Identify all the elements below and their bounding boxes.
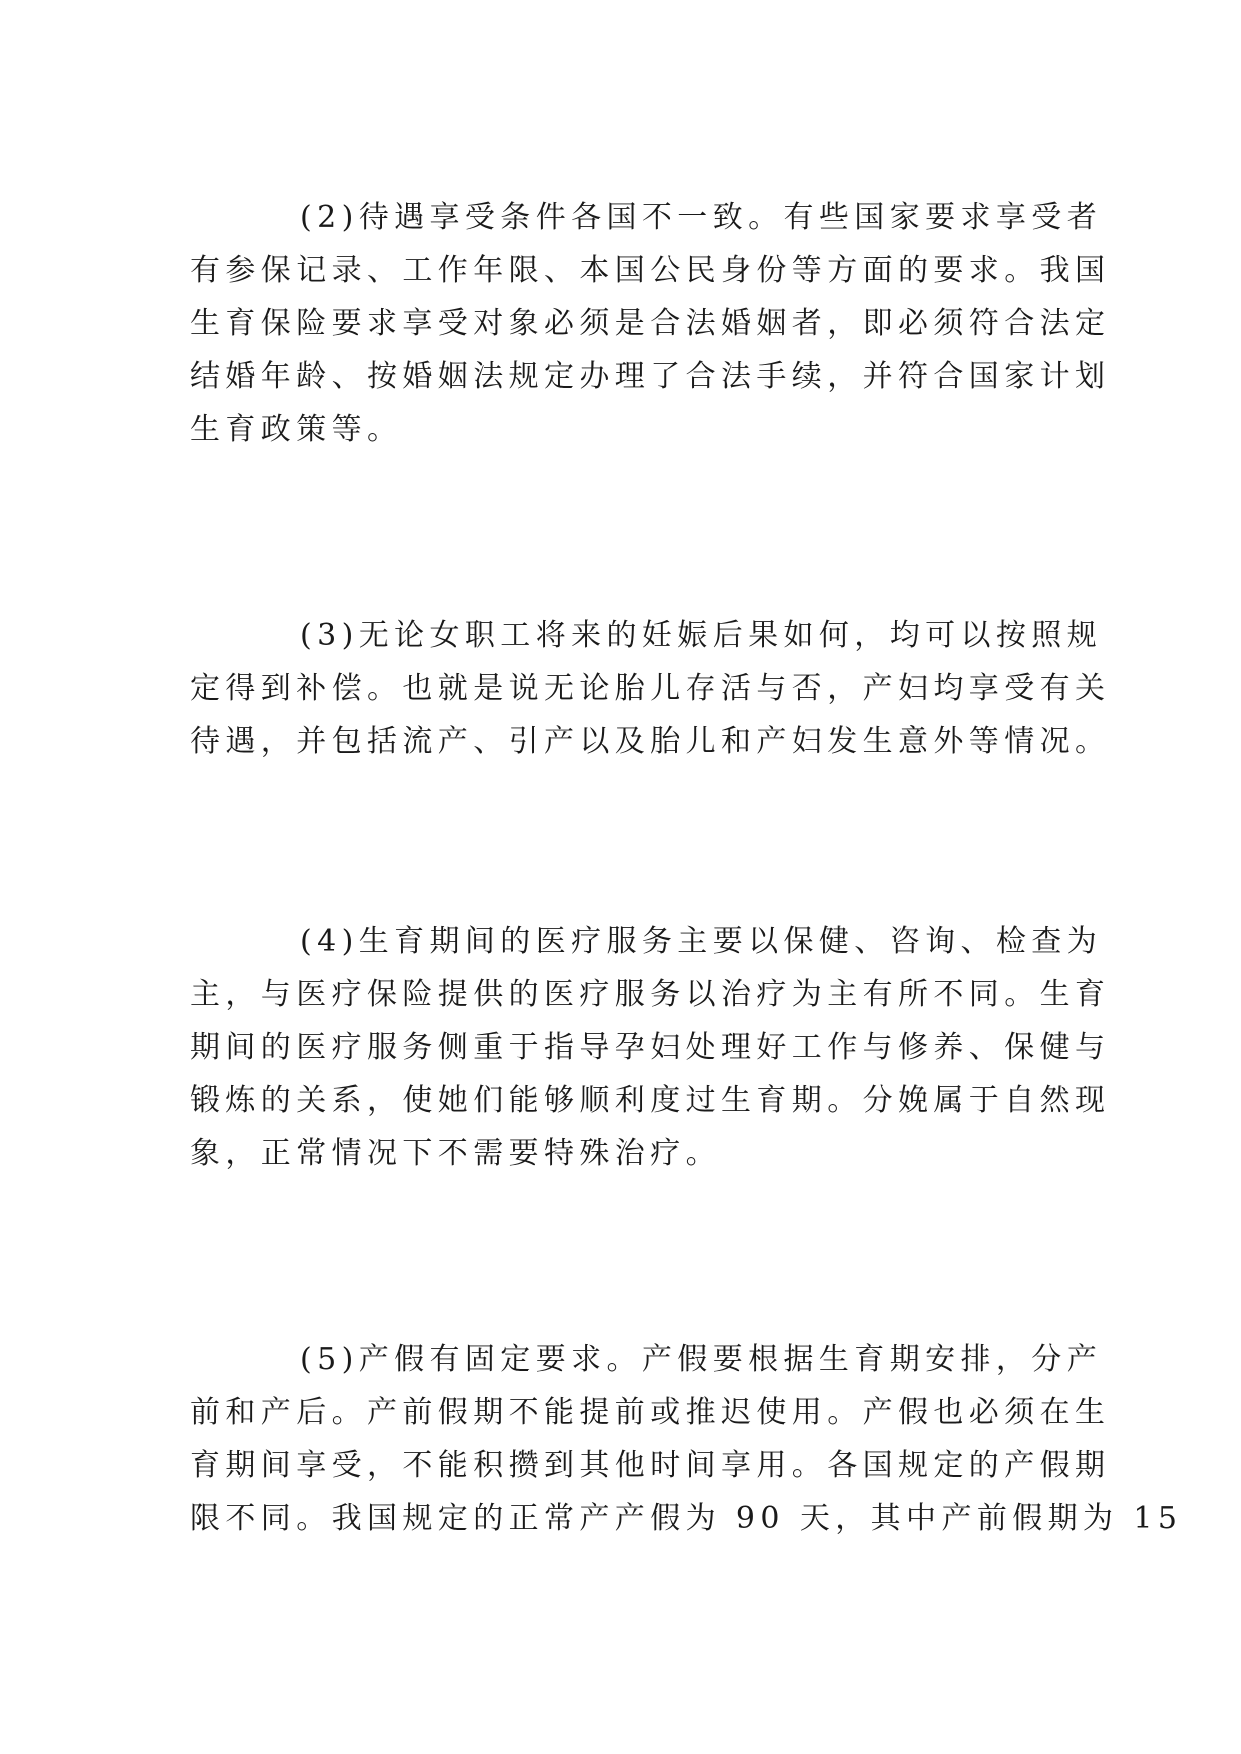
paragraph-3-line-1: (3)无论女职工将来的妊娠后果如何，均可以按照规 xyxy=(300,618,1103,653)
paragraph-2-line-1: (2)待遇享受条件各国不一致。有些国家要求享受者 xyxy=(300,200,1103,235)
paragraph-5-line-2: 前和产后。产前假期不能提前或推迟使用。产假也必须在生 xyxy=(190,1395,1111,1430)
paragraph-5-line-4: 限不同。我国规定的正常产产假为 90 天，其中产前假期为 15 xyxy=(190,1501,1183,1536)
paragraph-4-line-3: 期间的医疗服务侧重于指导孕妇处理好工作与修养、保健与 xyxy=(190,1030,1111,1065)
paragraph-2-line-3: 生育保险要求享受对象必须是合法婚姻者，即必须符合法定 xyxy=(190,306,1111,341)
paragraph-3-line-3: 待遇，并包括流产、引产以及胎儿和产妇发生意外等情况。 xyxy=(190,724,1111,759)
paragraph-2-line-5: 生育政策等。 xyxy=(190,412,403,447)
paragraph-4-line-1: (4)生育期间的医疗服务主要以保健、咨询、检查为 xyxy=(300,924,1103,959)
paragraph-5-line-1: (5)产假有固定要求。产假要根据生育期安排，分产 xyxy=(300,1342,1103,1377)
paragraph-4-line-4: 锻炼的关系，使她们能够顺利度过生育期。分娩属于自然现 xyxy=(190,1083,1111,1118)
paragraph-3-line-2: 定得到补偿。也就是说无论胎儿存活与否，产妇均享受有关 xyxy=(190,671,1111,706)
paragraph-4-line-2: 主，与医疗保险提供的医疗服务以治疗为主有所不同。生育 xyxy=(190,977,1111,1012)
paragraph-4-line-5: 象，正常情况下不需要特殊治疗。 xyxy=(190,1136,721,1171)
paragraph-2-line-2: 有参保记录、工作年限、本国公民身份等方面的要求。我国 xyxy=(190,253,1111,288)
paragraph-2-line-4: 结婚年龄、按婚姻法规定办理了合法手续，并符合国家计划 xyxy=(190,359,1111,394)
paragraph-5-line-3: 育期间享受，不能积攒到其他时间享用。各国规定的产假期 xyxy=(190,1448,1111,1483)
